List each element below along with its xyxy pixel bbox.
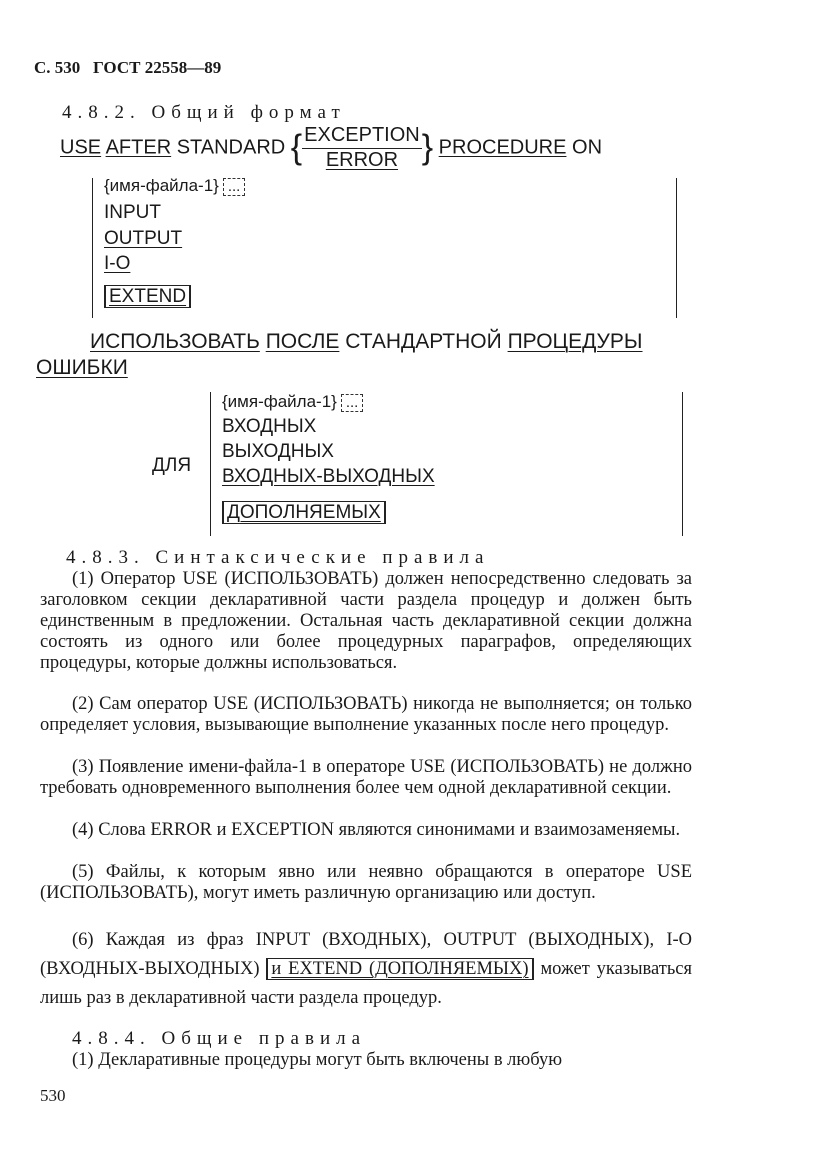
ru-options-bracket-left xyxy=(210,392,211,536)
ru-kw-procedure: ПРОЦЕДУРЫ xyxy=(507,330,643,353)
ru-kw-for: ДЛЯ xyxy=(152,455,192,476)
ru-option-extend: ДОПОЛНЯЕМЫХ xyxy=(222,501,386,524)
rule-1 xyxy=(40,569,692,674)
rule-6-text-a: (6) Каждая из фраз INPUT (ВХОДНЫХ), OUTPUT (ВЫХОДНЫХ), I-O (ВХОДНЫХ-ВЫХОДНЫХ) xyxy=(40,930,692,979)
ru-kw-standard: СТАНДАРТНОЙ xyxy=(345,330,502,353)
rule-4 xyxy=(40,820,692,841)
kw-use: USE xyxy=(60,136,102,159)
rule-6-text-extend: и EXTEND (ДОПОЛНЯЕМЫХ) xyxy=(266,958,533,980)
option-file-name xyxy=(104,176,245,196)
kw-exception: EXCEPTION xyxy=(302,124,422,149)
rule-2 xyxy=(40,694,692,736)
file-name-label: {имя-файла-1} xyxy=(104,176,219,195)
option-extend-box xyxy=(104,286,191,308)
rule-2-text: (2) Сам оператор USE (ИСПОЛЬЗОВАТЬ) никогда не выполняется; он только определяет условия, вызывающие выполнение указанных после него процедур. xyxy=(40,694,692,735)
rule-3-text: (3) Появление имени-файла-1 в операторе USE (ИСПОЛЬЗОВАТЬ) не должно требовать одновременного выполнения более чем одной декларативной секции. xyxy=(40,757,692,798)
option-extend: EXTEND xyxy=(104,285,191,308)
exception-error-choice xyxy=(302,124,422,172)
page-ref: С. 530 xyxy=(34,58,81,77)
ru-option-extend-box xyxy=(222,502,386,524)
rule-5-text: (5) Файлы, к которым явно или неявно обращаются в операторе USE (ИСПОЛЬЗОВАТЬ), могут иметь различную организацию или доступ. xyxy=(40,862,692,903)
options-bracket-right xyxy=(676,178,677,318)
kw-standard: STANDARD xyxy=(176,136,286,159)
options-bracket-left xyxy=(92,178,93,318)
section-4-8-2-title: 4.8.2. Общий формат xyxy=(62,102,346,123)
section-4-8-4-title: 4.8.4. Общие правила xyxy=(72,1028,367,1049)
kw-error: ERROR xyxy=(325,149,399,171)
ru-option-file-name xyxy=(222,392,363,412)
option-input: INPUT xyxy=(104,202,161,223)
page-number: 530 xyxy=(40,1086,66,1105)
general-rule-1-text: (1) Декларативные процедуры могут быть включены в любую xyxy=(72,1050,563,1070)
page-header xyxy=(34,58,221,78)
ellipsis-box: ... xyxy=(223,178,246,196)
rule-5 xyxy=(40,862,692,904)
standard-number: ГОСТ 22558—89 xyxy=(93,58,222,77)
kw-after: AFTER xyxy=(105,136,172,159)
general-rule-1 xyxy=(40,1050,692,1071)
rule-6-text-c: может указываться лишь раз в декларативной части раздела процедур. xyxy=(40,959,693,1008)
kw-procedure: PROCEDURE xyxy=(438,136,567,159)
ru-file-name-label: {имя-файла-1} xyxy=(222,392,337,411)
ru-option-io: ВХОДНЫХ-ВЫХОДНЫХ xyxy=(222,466,435,487)
rule-6 xyxy=(40,926,692,1013)
ru-options-bracket-right xyxy=(682,392,683,536)
ru-option-input: ВХОДНЫХ xyxy=(222,416,317,437)
ru-kw-use: ИСПОЛЬЗОВАТЬ xyxy=(90,330,260,353)
brace-right: } xyxy=(421,128,434,167)
rule-4-text: (4) Слова ERROR и EXCEPTION являются синонимами и взаимозаменяемы. xyxy=(72,820,681,840)
ru-kw-error: ОШИБКИ xyxy=(36,356,128,379)
format-line-ru xyxy=(90,330,643,354)
rule-1-text: (1) Оператор USE (ИСПОЛЬЗОВАТЬ) должен непосредственно следовать за заголовком секции декларативной части раздела процедур и должен быть единственным в предложении. Остальная часть декларативной секции должна состоять из одного или более процедурных параграфов, определяющих процедуры, которые должны использоваться. xyxy=(40,569,692,673)
format-line-en xyxy=(60,124,602,172)
section-4-8-3-title: 4.8.3. Синтаксические правила xyxy=(66,547,490,568)
kw-on: ON xyxy=(572,136,603,159)
ru-option-output: ВЫХОДНЫХ xyxy=(222,441,334,462)
ru-kw-after: ПОСЛЕ xyxy=(265,330,340,353)
rule-3 xyxy=(40,757,692,799)
option-output: OUTPUT xyxy=(104,228,183,249)
option-io: I-O xyxy=(104,253,131,274)
brace-left: { xyxy=(290,128,303,167)
ru-ellipsis-box: ... xyxy=(341,394,364,412)
